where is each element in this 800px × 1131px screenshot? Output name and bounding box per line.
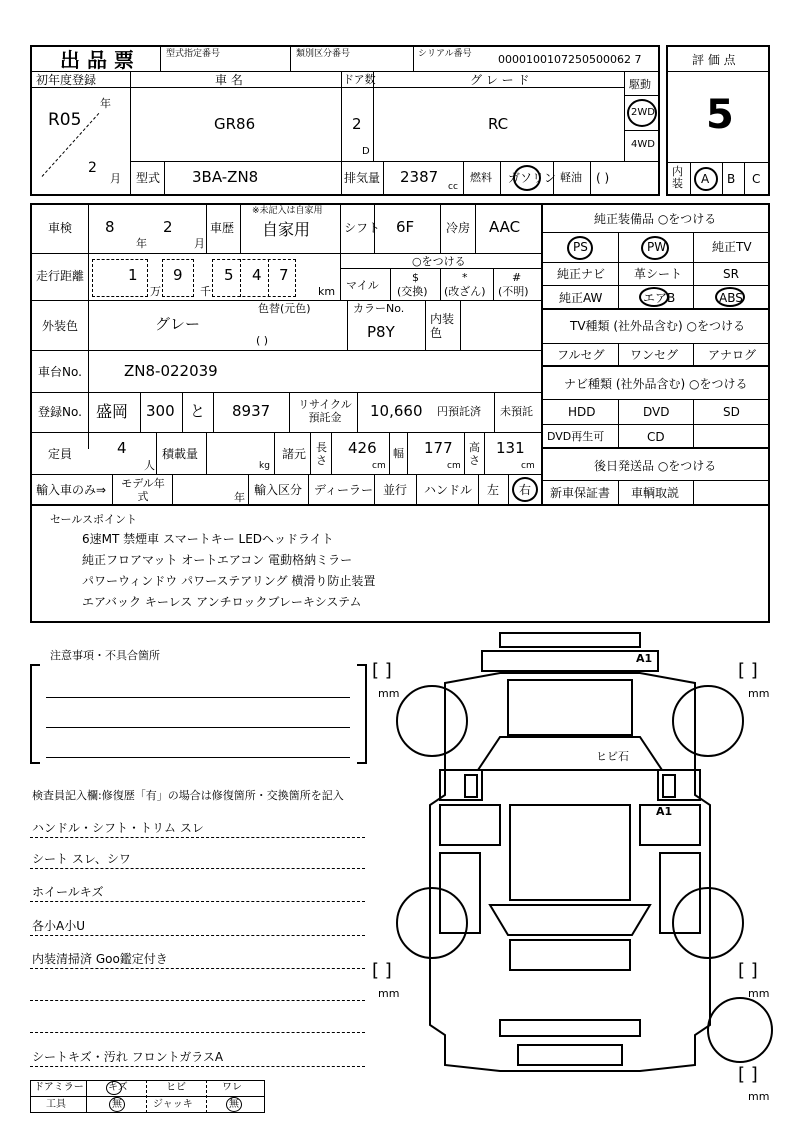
car-name-label: 車 名 [215, 73, 243, 87]
model: 3BA-ZN8 [192, 168, 259, 186]
displacement-unit: cc [448, 182, 458, 192]
tv-oneseg: ワンセグ [630, 348, 679, 362]
displacement: 2387 [400, 168, 439, 186]
front-bumper [500, 633, 640, 647]
grade: RC [488, 115, 509, 133]
left-rear-door [440, 853, 480, 933]
dollar: $ [412, 271, 419, 284]
model-year-unit: 年 [234, 491, 245, 504]
equip-airbag: エアB [643, 291, 676, 305]
shaken-label: 車検 [48, 221, 73, 235]
shift-label: シフト [344, 221, 381, 235]
tv-fullseg: フルセグ [557, 348, 605, 362]
width: 177 [424, 439, 453, 457]
first-reg-year: R05 [48, 110, 82, 130]
bt-break: ワレ [222, 1082, 242, 1093]
sales-line-3: パワーウィンドウ パワーステアリング 横滑り防止装置 [82, 574, 376, 588]
mileage-digit-2: 9 [173, 266, 183, 284]
mile: マイル [346, 279, 379, 292]
month-unit: 月 [110, 172, 121, 185]
equip-abs: ABS [719, 291, 743, 305]
shaken-month: 2 [163, 218, 173, 236]
navi-title: ナビ種類 (社外品含む) ○をつける [564, 377, 748, 391]
star: * [462, 271, 468, 284]
tamper: (改ざん) [444, 285, 486, 298]
mark-note: ○をつける [412, 255, 466, 268]
equip-leather: 革シート [634, 267, 683, 281]
chassis-no: ZN8-022039 [124, 362, 218, 380]
fuel-label: 燃料 [470, 171, 492, 184]
height-cm: cm [521, 461, 535, 471]
serial-value: 0000100107250500062 7 [498, 53, 642, 66]
category-label: 類別区分番号 [296, 49, 351, 59]
bt-tools-none: 無 [112, 1099, 122, 1110]
length-cm: cm [372, 461, 386, 471]
roof [510, 805, 630, 900]
sales-line-2: 純正フロアマット オートエアコン 電動格納ミラー [82, 553, 353, 567]
dealer: ディーラー [314, 483, 374, 497]
chassis-label: 車台No. [38, 365, 82, 379]
model-year-label: モデル年式 [121, 477, 165, 503]
interior-grade-c: C [752, 172, 761, 186]
color-no-label: カラーNo. [353, 302, 405, 315]
drive-2wd: 2WD [631, 107, 655, 118]
rear-bumper [500, 1020, 640, 1036]
navi-dvd: DVD [643, 405, 670, 419]
fuel-circle [513, 165, 541, 191]
length-label: 長さ [316, 441, 327, 467]
rating-label: 評 価 点 [692, 53, 736, 67]
history: 自家用 [262, 220, 311, 239]
front-right-wheel [673, 686, 743, 756]
mark-front-bumper: A1 [636, 652, 653, 665]
left-mirror [465, 775, 477, 797]
ac-label: 冷房 [446, 221, 471, 235]
mm-br: mm [748, 987, 770, 1000]
bracket-spare: [ ] [738, 1064, 758, 1085]
bt-mirror: ドアミラー [34, 1082, 84, 1093]
color: グレー [155, 315, 201, 333]
tv-title: TV種類 (社外品含む) ○をつける [570, 319, 746, 333]
bt-crack: ヒビ [166, 1082, 186, 1093]
navi-hdd: HDD [568, 405, 596, 419]
note-line-1: ハンドル・シフト・トリム スレ [32, 821, 204, 835]
mileage-km: km [318, 285, 336, 298]
year-unit: 年 [100, 97, 111, 110]
load-kg: kg [259, 461, 270, 471]
mark-right-side: A1 [656, 805, 673, 818]
note-line-5: 内装清掃済 Goo鑑定付き [32, 952, 168, 966]
reg-kana: と [190, 402, 206, 420]
parallel: 並行 [383, 483, 408, 497]
bt-jack-none: 無 [229, 1099, 239, 1110]
drive-4wd: 4WD [631, 139, 655, 150]
capacity: 4 [117, 439, 127, 457]
hood [508, 680, 632, 735]
width-label: 幅 [393, 447, 404, 460]
rear-window [490, 905, 650, 935]
fuel: ガソリン [508, 171, 557, 185]
note-line-2: シート スレ、シワ [32, 852, 131, 866]
serial-label: シリアル番号 [418, 49, 472, 59]
import-label: 輸入車のみ⇒ [36, 483, 107, 497]
interior-grade-b: B [727, 172, 736, 186]
first-reg-month: 2 [88, 160, 97, 176]
hash: # [512, 271, 522, 284]
height: 131 [496, 439, 525, 457]
sales-line-4: エアバック キーレス アンチロックブレーキシステム [82, 595, 362, 609]
left-door [440, 805, 500, 845]
load-label: 積載量 [162, 447, 199, 461]
displacement-label: 排気量 [344, 171, 381, 185]
drive-label: 駆動 [629, 78, 651, 91]
mileage-digit-1: 1 [128, 266, 138, 284]
rear-left-wheel [397, 888, 467, 958]
handle-label: ハンドル [424, 483, 473, 497]
equip-navi: 純正ナビ [557, 267, 606, 281]
notes-title: 注意事項・不具合箇所 [50, 649, 160, 662]
right-mirror [663, 775, 675, 797]
mileage-digit-box-1 [92, 259, 148, 297]
mileage-man: 万 [150, 285, 161, 298]
notes-bracket-right [357, 664, 367, 764]
grade-label: グ レ ー ド [470, 73, 530, 87]
handle-circle [512, 477, 538, 502]
first-reg-label: 初年度登録 [36, 73, 97, 87]
reg-class: 300 [146, 402, 175, 420]
dims-label: 諸元 [282, 447, 307, 461]
form-title: 出 品 票 [60, 48, 134, 72]
length: 426 [348, 439, 377, 457]
equip-pw-circle [641, 236, 669, 260]
rating-value: 5 [706, 92, 734, 138]
front-bumper-lower [482, 651, 658, 671]
tv-analog: アナログ [708, 348, 757, 362]
bracket-br: [ ] [738, 960, 758, 981]
model-label: 型式 [136, 171, 161, 185]
bt-tools: 工具 [46, 1099, 66, 1110]
recycle-unpaid: 未預託 [500, 405, 533, 418]
inspector-title: 検査員記入欄:修復歴「有」の場合は修復箇所・交換箇所を記入 [32, 789, 344, 802]
equipment-title: 純正装備品 ○をつける [594, 212, 717, 226]
windshield [478, 737, 662, 770]
interior-color-label: 内装色 [430, 312, 455, 340]
navi-dvd-play: DVD再生可 [547, 430, 605, 443]
sales-title: セールスポイント [50, 513, 138, 526]
bt-scratch-circle [106, 1081, 122, 1095]
note-line-4: 各小A小U [32, 919, 85, 933]
history-label: 車歴 [210, 221, 235, 235]
history-note: ※未記入は自家用 [252, 206, 323, 216]
rear-right-wheel [673, 888, 743, 958]
note-line-8: シートキズ・汚れ フロントガラスA [32, 1050, 224, 1064]
bt-jack: ジャッキ [153, 1099, 193, 1110]
mileage-digit-4: 4 [252, 266, 262, 284]
shaken-year-unit: 年 [136, 237, 147, 250]
handle-right: 右 [519, 483, 532, 497]
mileage-sen: 千 [200, 285, 211, 298]
exchange: (交換) [397, 285, 428, 298]
reg-num: 8937 [232, 402, 271, 420]
bt-jack-circle [226, 1097, 242, 1112]
recycle-amount: 10,660 [370, 402, 423, 420]
interior-grade-a: A [701, 172, 710, 186]
door-count: 2 [352, 115, 362, 133]
recycle-label: リサイクル預託金 [298, 398, 352, 424]
color-replace-label: 色替(元色) [258, 302, 311, 315]
capacity-label: 定員 [48, 447, 73, 461]
equip-aw: 純正AW [559, 291, 603, 305]
spare-wheel [708, 998, 772, 1062]
color-paren: ( ) [256, 334, 269, 347]
later-manual: 車輌取説 [631, 486, 680, 500]
height-label: 高さ [469, 441, 480, 467]
bt-scratch: キズ [108, 1082, 128, 1093]
mileage-digit-3: 5 [224, 266, 234, 284]
equip-sr: SR [723, 267, 739, 281]
notes-bracket-left [30, 664, 40, 764]
ac: AAC [489, 218, 521, 236]
interior-label: 内装 [672, 165, 683, 190]
exterior-label: 外装色 [42, 319, 79, 333]
bt-tools-circle [109, 1097, 125, 1112]
mileage-digit-5: 7 [279, 266, 289, 284]
handle-left: 左 [487, 483, 500, 497]
mm-spare: mm [748, 1090, 770, 1103]
front-left-wheel [397, 686, 467, 756]
car-diagram [370, 625, 790, 1125]
mm-bl: mm [378, 987, 400, 1000]
equip-airbag-circle [639, 287, 669, 307]
equip-pw: PW [647, 240, 667, 254]
reg-label: 登録No. [38, 405, 82, 419]
width-cm: cm [447, 461, 461, 471]
mm-tr: mm [748, 687, 770, 700]
diesel-label: 軽油 [560, 171, 582, 184]
bracket-bl: [ ] [372, 960, 392, 981]
unknown: (不明) [498, 285, 529, 298]
equip-tv: 純正TV [712, 240, 752, 254]
body-outline [430, 673, 710, 1071]
door-sub: D [362, 146, 370, 157]
trunk [510, 940, 630, 970]
import-type-label: 輸入区分 [254, 483, 303, 497]
bracket-tr: [ ] [738, 660, 758, 681]
later-warranty: 新車保証書 [550, 486, 611, 500]
navi-sd: SD [723, 405, 740, 419]
note-line-3: ホイールキズ [32, 885, 104, 899]
diesel-paren: ( ) [596, 171, 610, 185]
equip-ps-circle [567, 236, 593, 260]
equip-ps: PS [573, 240, 588, 254]
equip-abs-circle [715, 287, 745, 307]
right-rear-door [660, 853, 700, 933]
rear-bumper-lower [518, 1045, 622, 1065]
person-unit: 人 [144, 459, 155, 472]
type-designation-label: 型式指定番号 [166, 49, 221, 59]
later-title: 後日発送品 ○をつける [594, 459, 717, 473]
door-label: ドア数 [343, 73, 376, 86]
navi-cd: CD [647, 430, 665, 444]
mm-tl: mm [378, 687, 400, 700]
mileage-label: 走行距離 [36, 269, 85, 283]
shaken-year: 8 [105, 218, 115, 236]
shift: 6F [396, 218, 415, 236]
color-no: P8Y [367, 323, 395, 341]
mark-windshield: ヒビ石 [596, 750, 629, 763]
sales-line-1: 6速MT 禁煙車 スマートキー LEDヘッドライト [82, 532, 334, 546]
shaken-month-unit: 月 [194, 237, 205, 250]
bracket-tl: [ ] [372, 660, 392, 681]
recycle-unit: 円預託済 [437, 405, 481, 418]
reg-area: 盛岡 [96, 402, 129, 421]
car-name: GR86 [214, 115, 256, 133]
